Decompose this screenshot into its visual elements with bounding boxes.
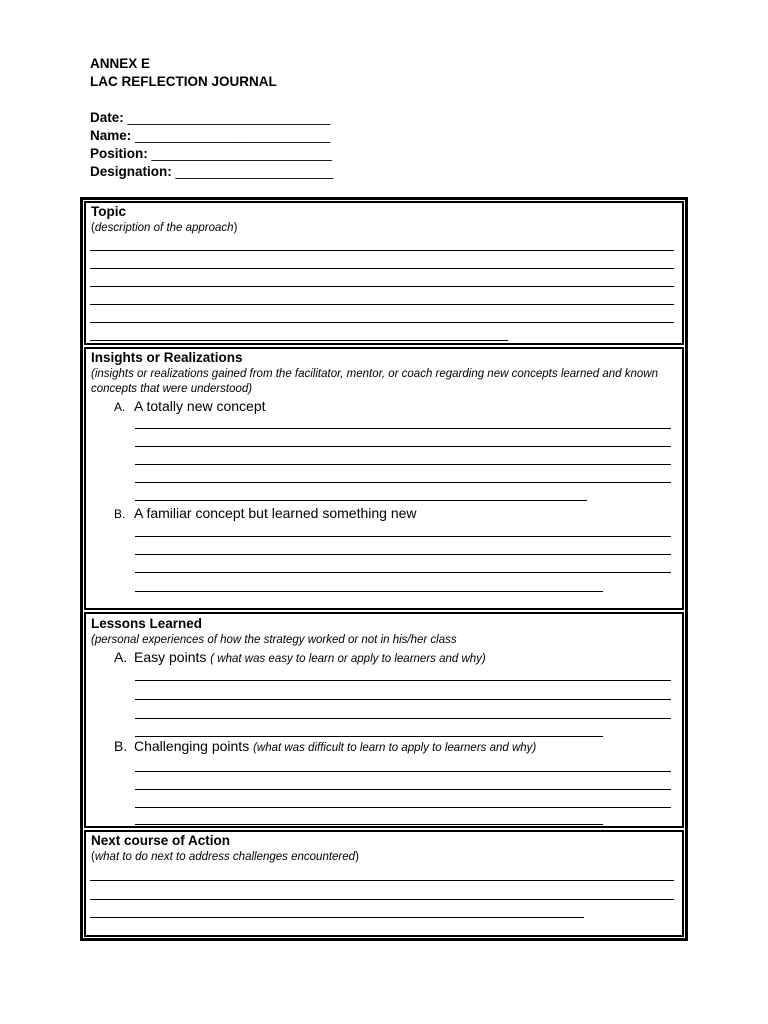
item-text: A familiar concept but learned something new xyxy=(134,505,417,521)
item-hint: (what was difficult to learn to apply to learners and why) xyxy=(253,742,537,754)
item-text: A totally new concept xyxy=(134,398,266,414)
insights-description: (insights or realizations gained from the facilitator, mentor, or coach regarding new concepts learned and known concepts that were understood) xyxy=(91,368,659,395)
insights-title: Insights or Realizations xyxy=(91,350,243,365)
document-title: LAC REFLECTION JOURNAL xyxy=(90,74,277,89)
answer-line[interactable] xyxy=(90,917,584,918)
topic-description: (description of the approach) xyxy=(91,222,238,234)
item-letter: A. xyxy=(114,649,128,665)
lessons-description: (personal experiences of how the strategy worked or not in his/her class xyxy=(91,634,457,646)
answer-line[interactable] xyxy=(135,500,587,501)
name-label: Name: xyxy=(90,128,132,143)
position-label: Position: xyxy=(90,146,148,161)
answer-line[interactable] xyxy=(135,771,671,772)
position-field[interactable] xyxy=(90,145,332,163)
answer-line[interactable] xyxy=(135,428,671,429)
annex-label: ANNEX E xyxy=(90,56,151,71)
name-blank[interactable]: __________________________ xyxy=(135,128,331,143)
position-blank[interactable]: ________________________ xyxy=(151,146,332,161)
answer-line[interactable] xyxy=(135,536,671,537)
topic-line[interactable] xyxy=(90,268,674,269)
topic-line[interactable] xyxy=(90,250,674,251)
item-letter: B. xyxy=(114,738,128,754)
answer-line[interactable] xyxy=(135,482,671,483)
answer-line[interactable] xyxy=(135,446,671,447)
answer-line[interactable] xyxy=(135,807,671,808)
next-action-description: (what to do next to address challenges encountered) xyxy=(91,851,359,863)
designation-label: Designation: xyxy=(90,164,172,179)
item-text: Challenging points xyxy=(134,738,250,754)
item-letter: B. xyxy=(114,507,126,521)
answer-line[interactable] xyxy=(135,554,671,555)
lessons-item-b xyxy=(114,738,536,754)
next-action-title: Next course of Action xyxy=(91,833,231,848)
item-text: Easy points xyxy=(134,649,207,665)
item-letter: A. xyxy=(114,400,126,414)
answer-line[interactable] xyxy=(135,699,671,700)
answer-line[interactable] xyxy=(90,880,674,881)
answer-line[interactable] xyxy=(135,789,671,790)
insights-item-a xyxy=(114,398,266,414)
answer-line[interactable] xyxy=(135,824,603,825)
topic-line[interactable] xyxy=(90,286,674,287)
topic-line[interactable] xyxy=(90,340,508,341)
date-label: Date: xyxy=(90,110,124,125)
item-hint: ( what was easy to learn or apply to learners and why) xyxy=(210,653,486,665)
lessons-title: Lessons Learned xyxy=(91,616,203,631)
answer-line[interactable] xyxy=(135,464,671,465)
answer-line[interactable] xyxy=(135,718,671,719)
answer-line[interactable] xyxy=(135,591,603,592)
answer-line[interactable] xyxy=(135,680,671,681)
answer-line[interactable] xyxy=(135,736,603,737)
date-field[interactable] xyxy=(90,109,330,127)
date-blank[interactable]: ___________________________ xyxy=(127,110,331,125)
answer-line[interactable] xyxy=(90,899,674,900)
designation-blank[interactable]: _____________________ xyxy=(175,164,334,179)
topic-title: Topic xyxy=(91,204,126,219)
lessons-item-a xyxy=(114,649,486,665)
designation-field[interactable] xyxy=(90,163,333,181)
topic-line[interactable] xyxy=(90,322,674,323)
topic-line[interactable] xyxy=(90,304,674,305)
name-field[interactable] xyxy=(90,127,330,145)
insights-item-b xyxy=(114,505,417,521)
answer-line[interactable] xyxy=(135,572,671,573)
